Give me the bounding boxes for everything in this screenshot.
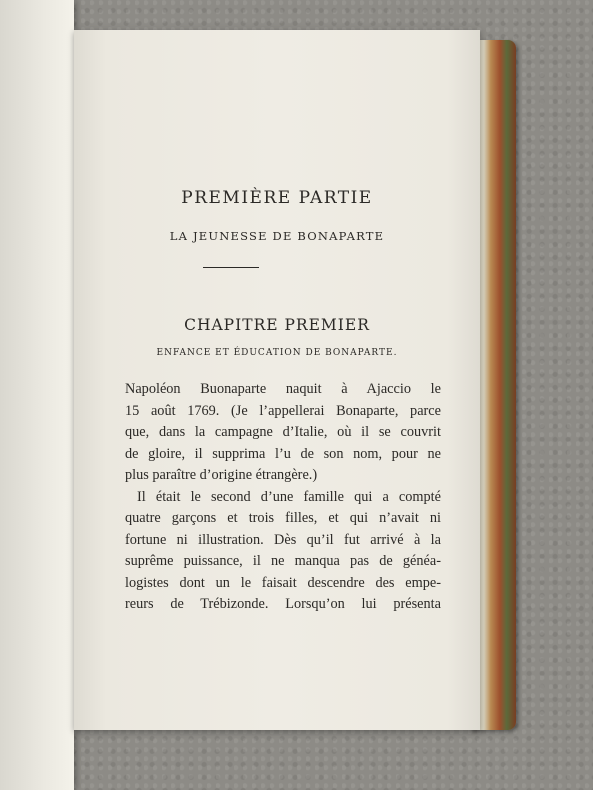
text-line: de gloire, il supprima l’u de son nom, pour ne [125, 445, 441, 462]
text-line: fortune ni illustration. Dès qu’il fut arrivé à la [125, 531, 441, 548]
divider-rule [203, 267, 259, 268]
text-line: reurs de Trébizonde. Lorsqu’on lui présenta [125, 596, 441, 612]
chapter-subtitle: ENFANCE ET ÉDUCATION DE BONAPARTE. [156, 348, 398, 358]
part-title: PREMIÈRE PARTIE [181, 188, 373, 208]
text-line: quatre garçons et trois filles, et qui n’avait ni [125, 510, 441, 526]
text-line: Il était le second d’une famille qui a compté [137, 488, 441, 505]
text-line: suprême puissance, il ne manqua pas de généa- [125, 553, 441, 569]
text-line: plus paraître d’origine étrangère.) [125, 467, 318, 483]
body-text [125, 379, 441, 616]
text-line: Napoléon Buonaparte naquit à Ajaccio le [125, 381, 441, 397]
text-line: logistes dont un le faisait descendre des empe- [125, 574, 441, 591]
text-line: que, dans la campagne d’Italie, où il se couvrit [125, 424, 441, 440]
chapter-title: CHAPITRE PREMIER [184, 316, 370, 334]
text-line: 15 août 1769. (Je l’appellerai Bonaparte, parce [125, 402, 441, 419]
part-subtitle: LA JEUNESSE DE BONAPARTE [169, 229, 385, 243]
left-page [0, 0, 74, 790]
book-page [74, 30, 480, 730]
